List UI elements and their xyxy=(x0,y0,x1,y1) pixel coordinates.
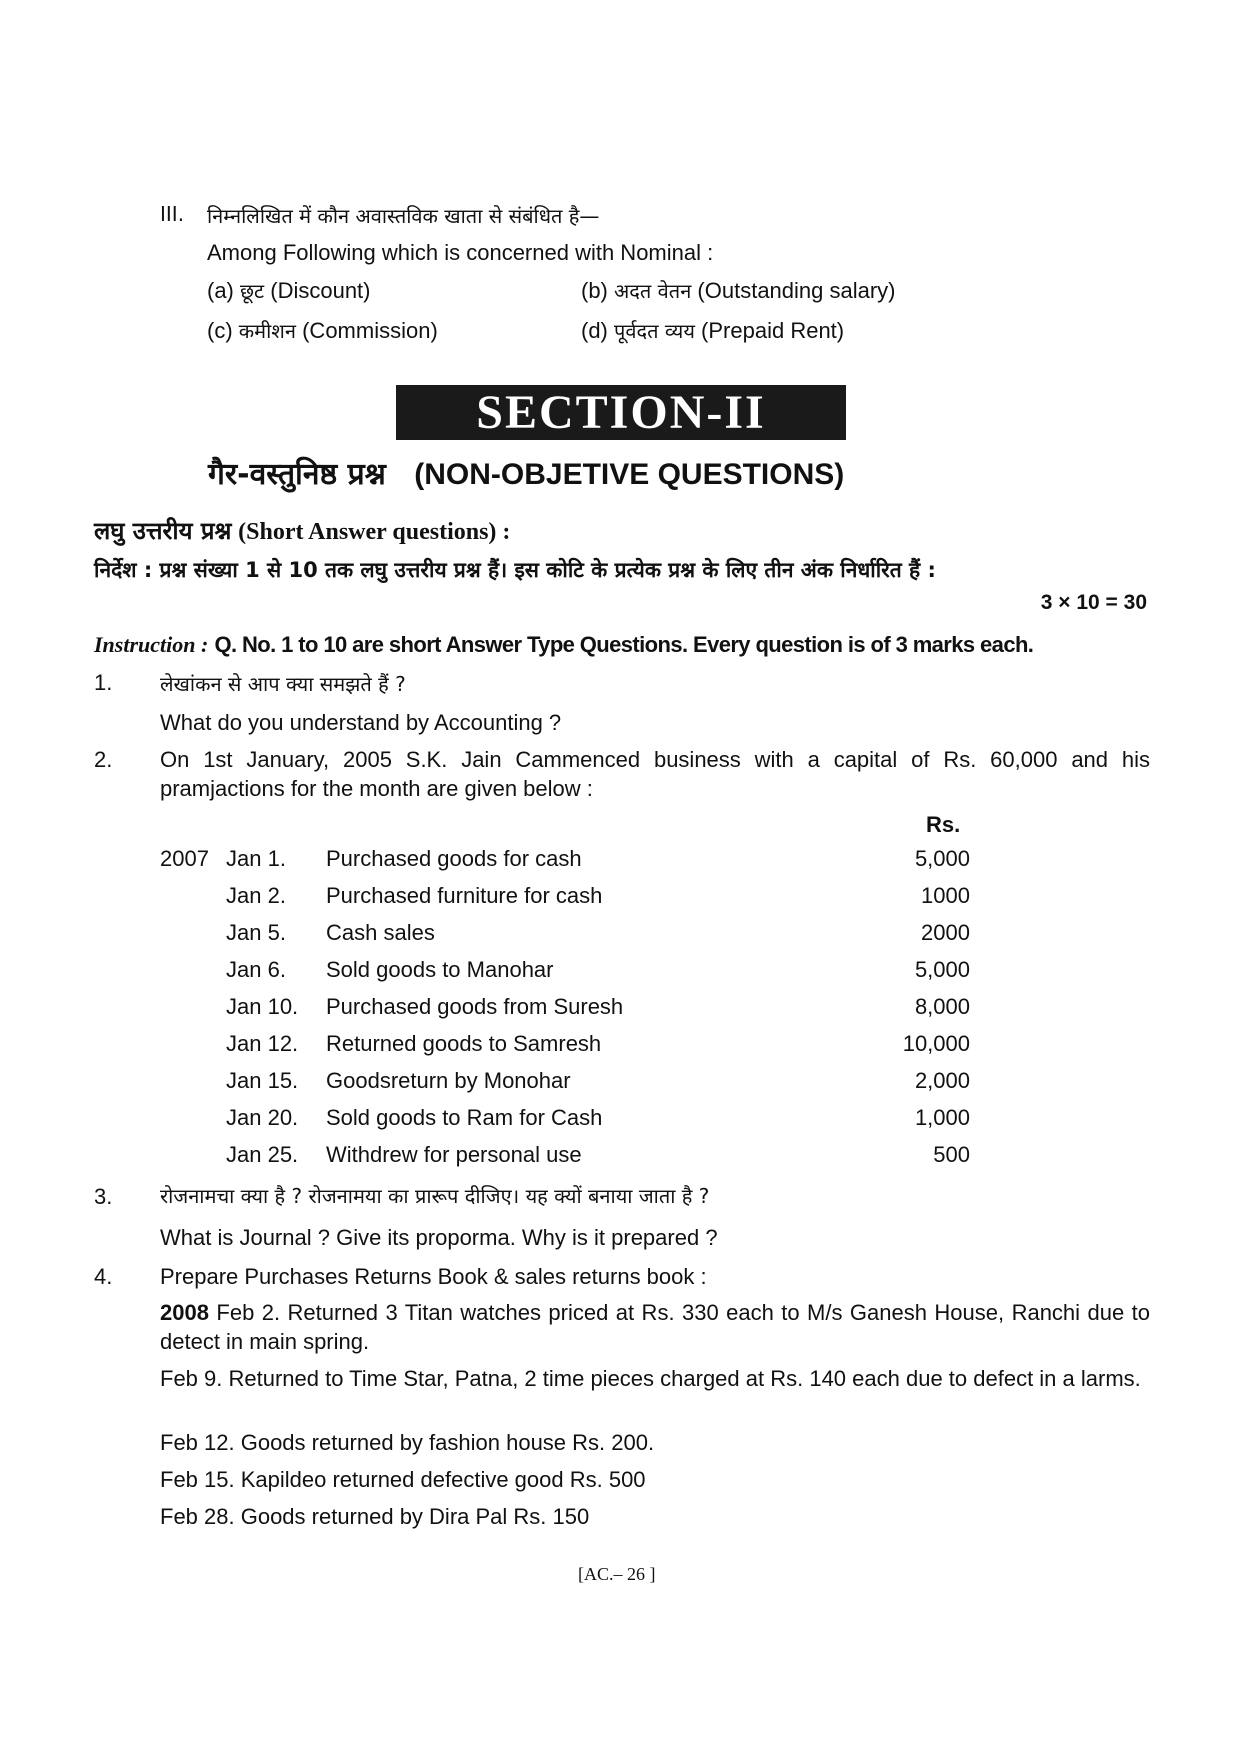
short-answer-heading: लघु उत्तरीय प्रश्न (Short Answer questions) : xyxy=(94,517,511,545)
marks-total: 3 × 10 = 30 xyxy=(1040,591,1147,614)
return-entry: Feb 12. Goods returned by fashion house Rs. 200. xyxy=(160,1430,655,1455)
section-subtitle: गैर-वस्तुनिष्ठ प्रश्न (NON-OBJETIVE QUESTIONS) xyxy=(208,457,845,492)
option-a: (a) छूट (Discount) xyxy=(207,278,371,303)
currency-header: Rs. xyxy=(926,812,961,837)
return-entry: 2008 Feb 2. Returned 3 Titan watches priced at Rs. 330 each to M/s Ganesh House, Ranchi due to detect in main spring. xyxy=(160,1300,1150,1354)
page-code: [AC.– 26 ] xyxy=(578,1564,656,1584)
question-number: 3. xyxy=(94,1184,113,1209)
question-hindi: रोजनामचा क्या है ? रोजनामया का प्रारूप दीजिए। यह क्यों बनाया जाता है ? xyxy=(160,1184,710,1208)
question-hindi: निम्नलिखित में कौन अवास्तविक खाता से संबंधित है— xyxy=(207,204,600,228)
question-text: On 1st January, 2005 S.K. Jain Cammenced business with a capital of Rs. 60,000 and his pramjactions for the month are given below : xyxy=(160,747,1150,801)
table-row: 2007 Jan 1. Purchased goods for cash 5,000 xyxy=(160,846,970,871)
table-row: Jan 20. Sold goods to Ram for Cash 1,000 xyxy=(226,1105,970,1130)
question-number: 2. xyxy=(94,747,113,772)
question-text: Prepare Purchases Returns Book & sales returns book : xyxy=(160,1264,707,1289)
return-entry: Feb 28. Goods returned by Dira Pal Rs. 150 xyxy=(160,1504,590,1529)
option-d: (d) पूर्वदत व्यय (Prepaid Rent) xyxy=(581,318,845,343)
option-b: (b) अदत वेतन (Outstanding salary) xyxy=(581,278,896,303)
table-row: Jan 10. Purchased goods from Suresh 8,000 xyxy=(226,994,970,1019)
return-entry: Feb 9. Returned to Time Star, Patna, 2 time pieces charged at Rs. 140 each due to defect in a larms. xyxy=(160,1366,1141,1391)
table-row: Jan 25. Withdrew for personal use 500 xyxy=(226,1142,970,1167)
question-number: 1. xyxy=(94,670,113,695)
direction-hindi: निर्देश : प्रश्न संख्या 1 से 10 तक लघु उत्तरीय प्रश्न हैं। इस कोटि के प्रत्येक प्रश्न के लिए तीन अंक निर्धारित हैं : xyxy=(94,558,936,582)
question-number: III. xyxy=(160,202,185,226)
table-row: Jan 5. Cash sales 2000 xyxy=(226,920,970,945)
section-title: SECTION-II xyxy=(396,385,846,440)
instruction: Instruction : Q. No. 1 to 10 are short Answer Type Questions. Every question is of 3 marks each. xyxy=(94,632,1034,657)
return-entry: Feb 15. Kapildeo returned defective good Rs. 500 xyxy=(160,1467,646,1492)
question-english: What is Journal ? Give its proporma. Why is it prepared ? xyxy=(160,1225,718,1250)
table-row: Jan 15. Goodsreturn by Monohar 2,000 xyxy=(226,1068,970,1093)
question-english: Among Following which is concerned with Nominal : xyxy=(207,240,714,265)
table-row: Jan 12. Returned goods to Samresh 10,000 xyxy=(226,1031,970,1056)
question-english: What do you understand by Accounting ? xyxy=(160,710,562,735)
table-row: Jan 2. Purchased furniture for cash 1000 xyxy=(226,883,970,908)
question-hindi: लेखांकन से आप क्या समझते हैं ? xyxy=(160,672,406,696)
option-c: (c) कमीशन (Commission) xyxy=(207,318,438,343)
question-number: 4. xyxy=(94,1264,113,1289)
table-row: Jan 6. Sold goods to Manohar 5,000 xyxy=(226,957,970,982)
